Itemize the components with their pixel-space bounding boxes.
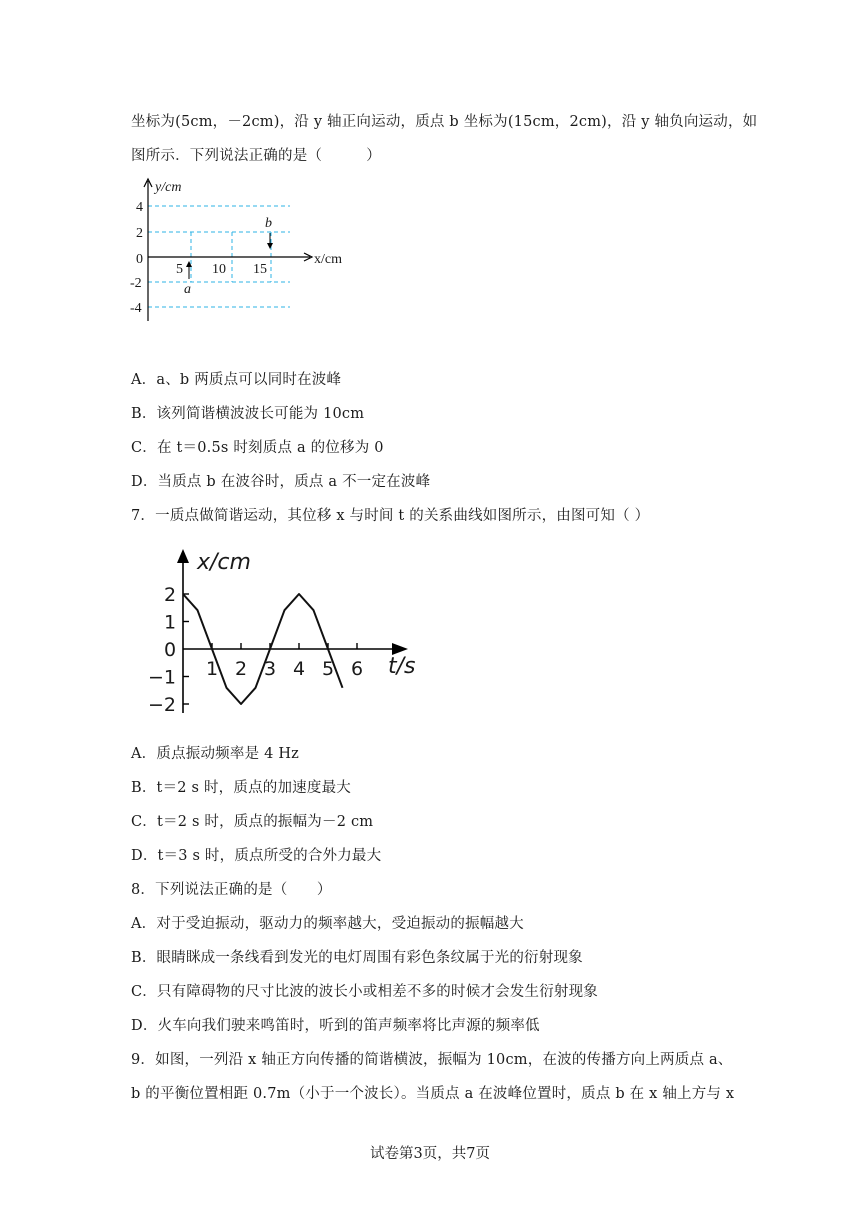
x-tick-10: 10 bbox=[212, 262, 226, 277]
point-a-label: a bbox=[184, 282, 191, 297]
q7-stem: 7．一质点做简谐运动，其位移 x 与时间 t 的关系曲线如图所示，由图可知（ ） bbox=[131, 508, 650, 524]
point-b-arrowhead bbox=[267, 243, 273, 249]
q8-stem: 8．下列说法正确的是（ ） bbox=[131, 882, 332, 898]
q7-option-a: A．质点振动频率是 4 Hz bbox=[131, 746, 299, 762]
y-tick-label: −1 bbox=[148, 666, 177, 689]
x-tick-label: 3 bbox=[264, 658, 277, 680]
y-tick-2: 2 bbox=[136, 226, 143, 241]
q8-option-b: B．眼睛眯成一条线看到发光的电灯周围有彩色条纹属于光的衍射现象 bbox=[131, 950, 583, 966]
t-graph-x-label: t/s bbox=[388, 654, 416, 679]
q6-option-d: D．当质点 b 在波谷时，质点 a 不一定在波峰 bbox=[131, 474, 431, 490]
q8-option-c: C．只有障碍物的尺寸比波的波长小或相差不多的时候才会发生衍射现象 bbox=[131, 984, 598, 1000]
page-footer: 试卷第3页，共7页 bbox=[370, 1146, 490, 1162]
q8-option-a: A．对于受迫振动，驱动力的频率越大，受迫振动的振幅越大 bbox=[131, 916, 524, 932]
x-tick-5: 5 bbox=[176, 262, 183, 277]
x-tick-label: 2 bbox=[235, 658, 248, 680]
q6-option-a: A．a、b 两质点可以同时在波峰 bbox=[131, 372, 342, 388]
t-graph-y-label: x/cm bbox=[197, 550, 251, 575]
x-axis-label: x/cm bbox=[314, 252, 342, 267]
wave-diagram bbox=[128, 175, 368, 325]
x-tick-label: 5 bbox=[322, 658, 335, 680]
q6-option-b: B．该列简谐横波波长可能为 10cm bbox=[131, 406, 365, 422]
y-tick-label: 1 bbox=[164, 611, 177, 634]
x-tick-label: 1 bbox=[206, 658, 219, 680]
y-tick-0: 0 bbox=[136, 252, 143, 267]
y-tick-4: 4 bbox=[136, 200, 143, 215]
q9-stem-line-2: b 的平衡位置相距 0.7m（小于一个波长）。当质点 a 在波峰位置时，质点 b 在 x 轴上方与 x bbox=[131, 1086, 735, 1102]
x-tick-15: 15 bbox=[253, 262, 267, 277]
y-axis-label: y/cm bbox=[155, 180, 182, 195]
q7-option-d: D．t＝3 s 时，质点所受的合外力最大 bbox=[131, 848, 382, 864]
y-tick-label: 2 bbox=[164, 584, 177, 606]
y-tick-neg4: -4 bbox=[130, 301, 142, 316]
q9-stem-line-1: 9．如图，一列沿 x 轴正方向传播的简谐横波，振幅为 10cm，在波的传播方向上两质点 a、 bbox=[131, 1052, 733, 1068]
q7-option-c: C．t＝2 s 时，质点的振幅为－2 cm bbox=[131, 814, 374, 830]
t-graph-y-arrow bbox=[177, 549, 189, 563]
q8-option-d: D．火车向我们驶来鸣笛时，听到的笛声频率将比声源的频率低 bbox=[131, 1018, 540, 1034]
q6-stem-line-1: 坐标为(5cm，－2cm)，沿 y 轴正向运动，质点 b 坐标为(15cm，2cm)，沿 y 轴负向运动，如 bbox=[131, 114, 758, 130]
y-tick-label: 0 bbox=[164, 639, 177, 661]
y-tick-label: −2 bbox=[148, 694, 177, 716]
q6-option-c: C．在 t＝0.5s 时刻质点 a 的位移为 0 bbox=[131, 440, 384, 456]
y-tick-neg2: -2 bbox=[130, 276, 142, 291]
point-b-label: b bbox=[265, 216, 272, 231]
oscillation-graph bbox=[140, 545, 430, 720]
x-tick-label: 6 bbox=[351, 658, 364, 680]
q7-option-b: B．t＝2 s 时，质点的加速度最大 bbox=[131, 780, 351, 796]
q6-stem-line-2: 图所示．下列说法正确的是（ ） bbox=[131, 148, 381, 164]
x-tick-label: 4 bbox=[293, 658, 306, 680]
